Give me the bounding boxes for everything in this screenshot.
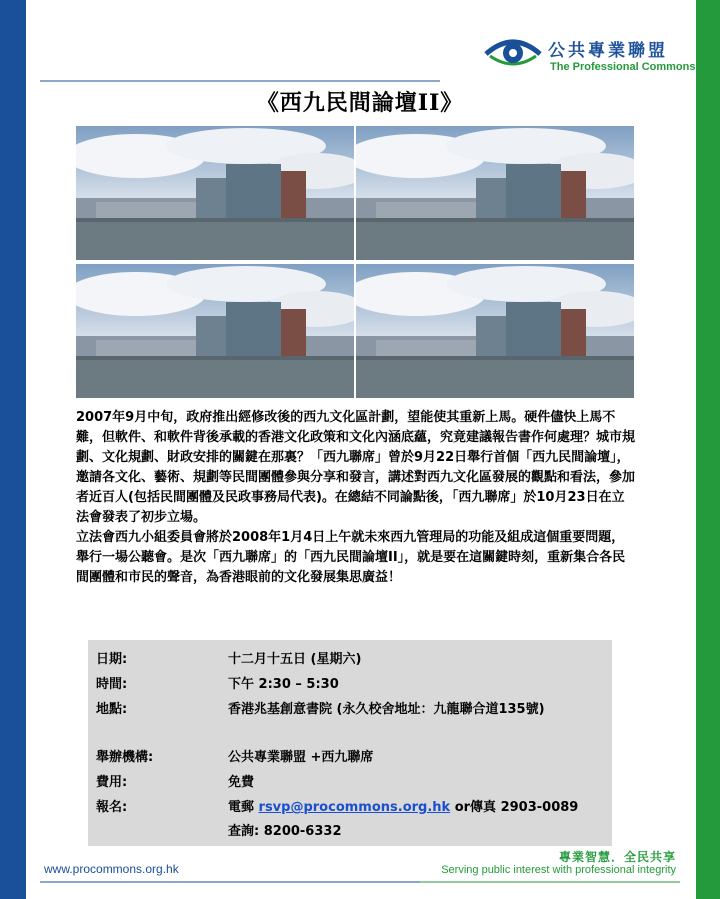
time-value: 下午 2:30 – 5:30: [228, 677, 339, 692]
website-url: www.procommons.org.hk: [44, 862, 179, 876]
professional-commons-logo: [484, 30, 694, 78]
eye-logo-icon: [484, 32, 542, 72]
description-paragraph-1: 2007年9月中旬，政府推出經修改後的西九文化區計劃，望能使其重新上馬。硬件儘快上馬不難，但軟件、和軟件背後承載的香港文化政策和文化內涵底蘊，究竟建議報告書作何處理？城市規劃、文化規劃、財政安排的關鍵在那裏？「西九聯席」曾於9月22日舉行首個「西九民間論壇」，邀請各文化、藝術、規劃等民間團體參與分享和發言，講述對西九文化區發展的觀點和看法，參加者近百人(包括民間團體及民政事務局代表)。在總結不同論點後，「西九聯席」於10月23日在立法會發表了初步立場。: [76, 410, 636, 525]
register-prefix: 電郵: [228, 800, 259, 815]
page-title: 《西九民間論壇II》: [256, 90, 464, 116]
fee-value: 免費: [228, 775, 255, 790]
venue-value: 香港兆基創意書院 (永久校舍地址：九龍聯合道135號): [228, 702, 545, 717]
enquiry-value: 查詢: 8200-6332: [228, 824, 342, 839]
slogan-english: Serving public interest with professional integrity: [441, 864, 676, 876]
fee-label: 費用:: [96, 775, 128, 790]
right-green-border: [696, 0, 720, 899]
left-blue-border: [0, 0, 26, 899]
time-label: 時間:: [96, 677, 128, 692]
event-description: [76, 408, 636, 588]
organizer-label: 舉辦機構:: [96, 750, 154, 765]
harbour-photo: [356, 126, 634, 260]
date-label: 日期:: [96, 652, 128, 667]
rsvp-email-link[interactable]: rsvp@procommons.org.hk: [258, 800, 451, 815]
slogan-chinese: 專業智慧．全民共享: [558, 850, 676, 864]
harbour-photo: [76, 126, 354, 260]
organizer-value: 公共專業聯盟 +西九聯席: [228, 750, 374, 765]
date-value: 十二月十五日 (星期六): [228, 652, 362, 667]
description-paragraph-2: 立法會西九小組委員會將於2008年1月4日上午就未來西九管理局的功能及組成這個重要問題，舉行一場公聽會。是次「西九聯席」的「西九民間論壇II」，就是要在這關鍵時刻，重新集合各民間團體和市民的聲音，為香港眼前的文化發展集思廣益！: [76, 530, 626, 585]
harbour-photo: [356, 264, 634, 398]
harbour-photo: [76, 264, 354, 398]
register-fax: or傳真 2903-0089: [450, 800, 579, 815]
register-value: [228, 796, 578, 815]
venue-label: 地點:: [96, 702, 128, 717]
logo-chinese-name: 公共專業聯盟: [548, 41, 668, 61]
photo-grid: [76, 126, 636, 398]
register-label: 報名:: [96, 800, 128, 815]
logo-english-name: The Professional Commons: [550, 61, 696, 73]
header-divider: [40, 80, 680, 82]
event-info-box: [88, 640, 612, 846]
footer-divider: [40, 881, 680, 884]
